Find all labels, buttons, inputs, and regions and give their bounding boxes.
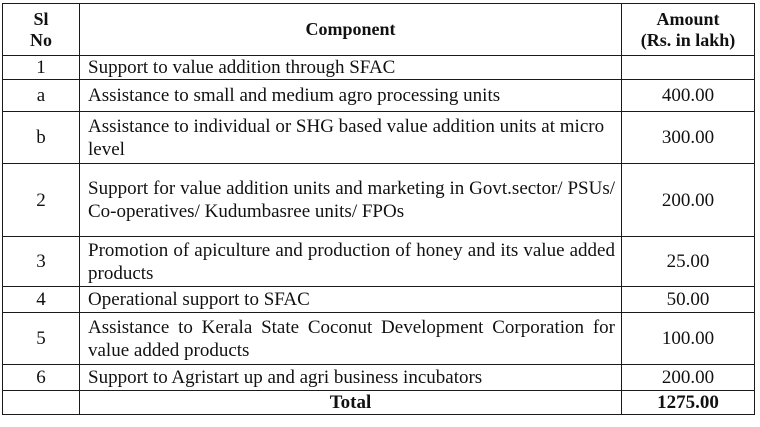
row-component: Assistance to small and medium agro processing units (80, 80, 622, 112)
header-amount-line1: Amount (656, 8, 720, 29)
header-sl-line2: No (30, 29, 52, 50)
header-sl-line1: Sl (33, 8, 49, 29)
table-row (3, 287, 755, 313)
budget-table (2, 3, 755, 415)
total-amount: 1275.00 (622, 391, 755, 415)
table-row (3, 237, 755, 287)
row-sl-no: 1 (3, 56, 80, 80)
total-sl-cell (3, 391, 80, 415)
row-component: Assistance to Kerala State Coconut Development Corporation for value added products (80, 313, 622, 365)
row-component: Promotion of apiculture and production of honey and its value added products (80, 237, 622, 287)
header-sl-no (3, 4, 80, 56)
header-row (3, 4, 755, 56)
table-row (3, 313, 755, 365)
row-sl-no: 6 (3, 365, 80, 391)
row-amount (622, 56, 755, 80)
row-sl-no: 3 (3, 237, 80, 287)
row-sl-no: a (3, 80, 80, 112)
row-component: Operational support to SFAC (80, 287, 622, 313)
total-label: Total (80, 391, 622, 415)
header-amount (622, 4, 755, 56)
row-component: Support for value addition units and marketing in Govt.sector/ PSUs/ Co-operatives/ Kudumbasree units/ FPOs (80, 164, 622, 237)
row-amount: 50.00 (622, 287, 755, 313)
row-component: Support to Agristart up and agri business incubators (80, 365, 622, 391)
row-sl-no: 5 (3, 313, 80, 365)
table-row (3, 80, 755, 112)
row-amount: 100.00 (622, 313, 755, 365)
table-row (3, 56, 755, 80)
table-row (3, 164, 755, 237)
row-component: Assistance to individual or SHG based value addition units at micro level (80, 112, 622, 164)
table-row (3, 112, 755, 164)
header-amount-line2: (Rs. in lakh) (640, 29, 736, 50)
row-amount: 300.00 (622, 112, 755, 164)
row-amount: 25.00 (622, 237, 755, 287)
row-amount: 200.00 (622, 164, 755, 237)
total-row (3, 391, 755, 415)
row-sl-no: 4 (3, 287, 80, 313)
row-amount: 400.00 (622, 80, 755, 112)
row-sl-no: b (3, 112, 80, 164)
table-row (3, 365, 755, 391)
row-component: Support to value addition through SFAC (80, 56, 622, 80)
row-sl-no: 2 (3, 164, 80, 237)
row-amount: 200.00 (622, 365, 755, 391)
header-component: Component (80, 4, 622, 56)
